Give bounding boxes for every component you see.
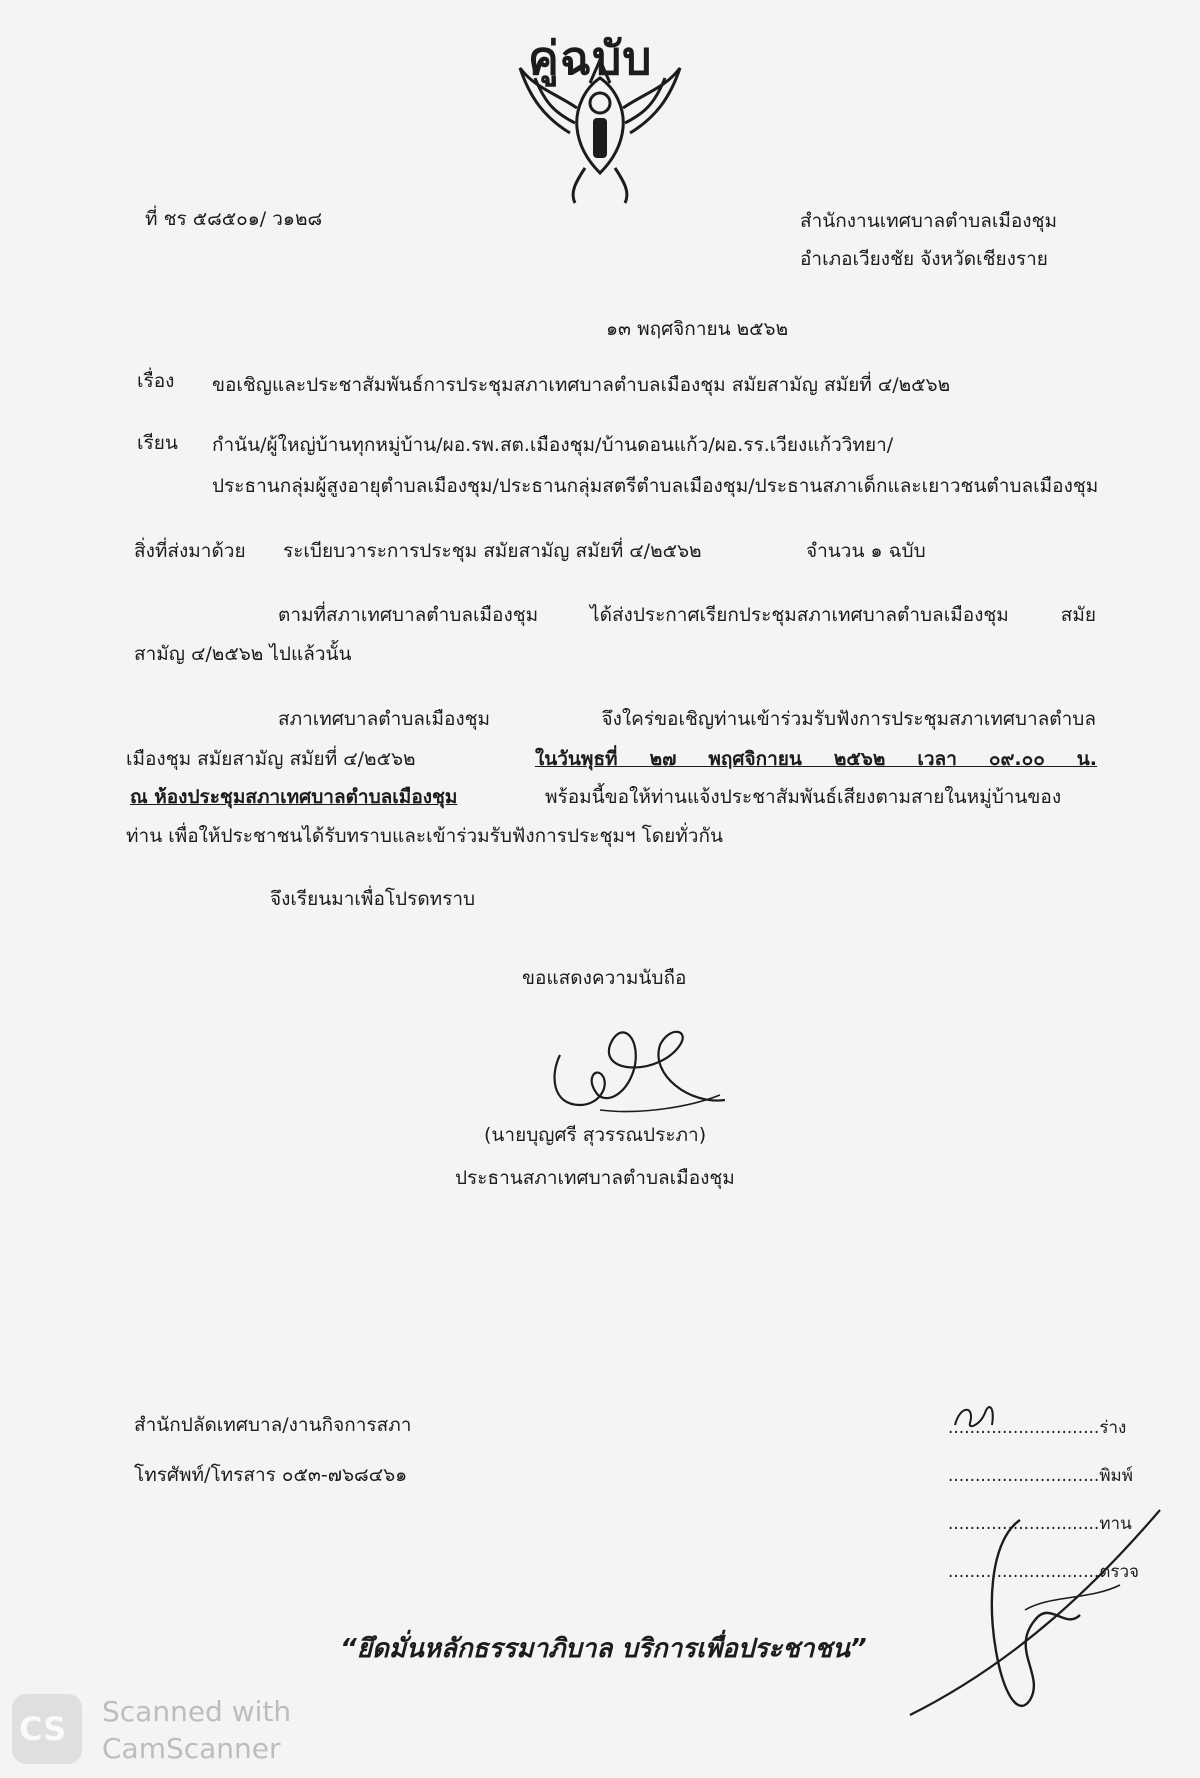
closing-request: จึงเรียนมาเพื่อโปรดทราบ bbox=[270, 888, 476, 910]
paragraph-2-line-3-end: พร้อมนี้ขอให้ท่านแจ้งประชาสัมพันธ์เสียงตามสายในหมู่บ้านของ bbox=[545, 786, 1062, 808]
recipient-line-2: ประธานกลุ่มผู้สูงอายุตำบลเมืองชุม/ประธานกลุ่มสตรีตำบลเมืองชุม/ประธานสภาเด็กและเยาวชนตำบลเมืองชุม bbox=[212, 475, 1099, 497]
paragraph-2-line-1: สภาเทศบาลตำบลเมืองชุม จึงใคร่ขอเชิญท่านเข้าร่วมรับฟังการประชุมสภาเทศบาลตำบล bbox=[278, 708, 1096, 730]
paragraph-2-line-2-start: เมืองชุม สมัยสามัญ สมัยที่ ๔/๒๕๖๒ bbox=[126, 748, 416, 770]
watermark-line-2: CamScanner bbox=[102, 1732, 281, 1765]
paragraph-2-line-4: ท่าน เพื่อให้ประชาชนได้รับทราบและเข้าร่วมรับฟังการประชุมฯ โดยทั่วกัน bbox=[126, 825, 723, 847]
footer-phone: โทรศัพท์/โทรสาร ๐๕๓-๗๖๘๔๖๑ bbox=[134, 1464, 408, 1486]
garuda-emblem-icon bbox=[515, 48, 685, 208]
slogan: “ยึดมั่นหลักธรรมาภิบาล บริการเพื่อประชาชน” bbox=[340, 1634, 867, 1664]
recipient-label: เรียน bbox=[137, 432, 178, 454]
approval-signature-icon bbox=[820, 1500, 1190, 1730]
footer-office: สำนักปลัดเทศบาล/งานกิจการสภา bbox=[134, 1414, 412, 1436]
subject-label: เรื่อง bbox=[137, 370, 175, 392]
salutation: ขอแสดงความนับถือ bbox=[522, 967, 687, 989]
paragraph-1-line-1: ตามที่สภาเทศบาลตำบลเมืองชุม ได้ส่งประกาศเรียกประชุมสภาเทศบาลตำบลเมืองชุม สมัย bbox=[278, 604, 1096, 626]
signatory-name: (นายบุญศรี สุวรรณประภา) bbox=[484, 1124, 707, 1146]
watermark-line-1: Scanned with bbox=[102, 1695, 292, 1728]
meeting-date-time: ในวันพุธที่ ๒๗ พฤศจิกายน ๒๕๖๒ เวลา ๐๙.๐๐ น. bbox=[535, 748, 1097, 770]
copy-stamp: คู่ฉบับ bbox=[528, 31, 653, 85]
recipient-line-1: กำนัน/ผู้ใหญ่บ้านทุกหมู่บ้าน/ผอ.รพ.สต.เมืองชุม/บ้านดอนแก้ว/ผอ.รร.เวียงแก้ววิทยา/ bbox=[212, 434, 894, 456]
enclosure-text: ระเบียบวาระการประชุม สมัยสามัญ สมัยที่ ๔/๒๕๖๒ bbox=[283, 540, 702, 562]
camscanner-logo-icon: CS bbox=[12, 1694, 82, 1764]
meeting-venue: ณ ห้องประชุมสภาเทศบาลตำบลเมืองชุม bbox=[130, 786, 458, 808]
signatory-position: ประธานสภาเทศบาลตำบลเมืองชุม bbox=[455, 1167, 735, 1189]
initials-draft-icon bbox=[950, 1395, 1010, 1435]
paragraph-1-line-2: สามัญ ๔/๒๕๖๒ ไปแล้วนั้น bbox=[134, 643, 352, 665]
org-address: อำเภอเวียงชัย จังหวัดเชียงราย bbox=[800, 248, 1048, 270]
initials-row-proofread: ............................ทาน bbox=[948, 1514, 1132, 1534]
initials-row-checked: ............................ตรวจ bbox=[948, 1562, 1139, 1582]
initials-row-typed: ............................พิมพ์ bbox=[948, 1466, 1133, 1486]
letter-date: ๑๓ พฤศจิกายน ๒๕๖๒ bbox=[606, 318, 789, 340]
org-name: สำนักงานเทศบาลตำบลเมืองชุม bbox=[800, 210, 1057, 232]
signature-icon bbox=[540, 1005, 730, 1125]
initials-row-draft: ............................ร่าง bbox=[948, 1418, 1127, 1438]
camscanner-watermark bbox=[102, 1693, 291, 1767]
document-number: ที่ ชร ๕๘๕๐๑/ ว๑๒๘ bbox=[145, 208, 323, 230]
enclosure-label: สิ่งที่ส่งมาด้วย bbox=[134, 540, 246, 562]
enclosure-count: จำนวน ๑ ฉบับ bbox=[806, 540, 926, 562]
subject-text: ขอเชิญและประชาสัมพันธ์การประชุมสภาเทศบาลตำบลเมืองชุม สมัยสามัญ สมัยที่ ๔/๒๕๖๒ bbox=[212, 374, 951, 396]
